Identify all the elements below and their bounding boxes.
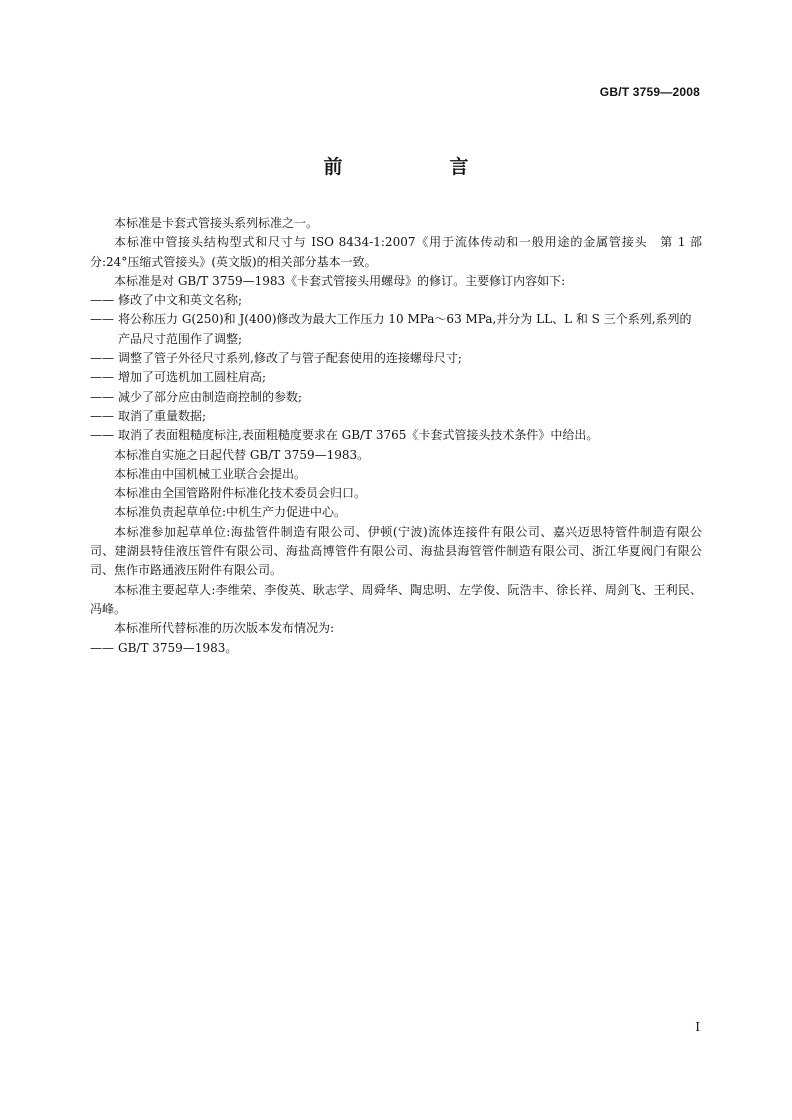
revision-text: 取消了表面粗糙度标注,表面粗糙度要求在 GB/T 3765《卡套式管接头技术条件》中给出。 — [118, 428, 599, 443]
revision-item — [90, 310, 702, 349]
standard-code: GB/T 3759—2008 — [599, 85, 700, 99]
paragraph-replacement: 本标准自实施之日起代替 GB/T 3759—1983。 — [114, 447, 370, 462]
revision-item — [90, 291, 702, 310]
revision-text: 将公称压力 G(250)和 J(400)修改为最大工作压力 10 MPa～63 MPa,并分为 LL、L 和 S 三个系列,系列的产品尺寸范围作了调整; — [118, 312, 692, 346]
revision-text: 调整了管子外径尺寸系列,修改了与管子配套使用的连接螺母尺寸; — [118, 351, 462, 366]
paragraph-revision-intro: 本标准是对 GB/T 3759—1983《卡套式管接头用螺母》的修订。主要修订内容如下: — [114, 273, 566, 288]
history-text: GB/T 3759—1983。 — [118, 640, 238, 655]
dash-marker: —— — [90, 312, 114, 327]
paragraph-participating-drafters: 本标准参加起草单位:海盐管件制造有限公司、伊顿(宁波)流体连接件有限公司、嘉兴迈思特管件制造有限公司、建湖县特佳液压管件有限公司、海盐高博管件有限公司、海盐县海管管件制造有限公司、浙江华夏阀门有限公司、焦作市路通液压附件有限公司。 — [90, 524, 702, 578]
dash-marker: —— — [90, 293, 114, 308]
dash-marker: —— — [90, 640, 114, 655]
paragraph-proposed-by: 本标准由中国机械工业联合会提出。 — [114, 466, 307, 481]
revision-item — [90, 388, 702, 407]
dash-marker: —— — [90, 351, 114, 366]
revision-text: 修改了中文和英文名称; — [118, 293, 243, 308]
dash-marker: —— — [90, 428, 114, 443]
revision-text: 减少了部分应由制造商控制的参数; — [118, 389, 303, 404]
page-number: I — [695, 1020, 700, 1034]
revision-item — [90, 407, 702, 426]
history-item — [90, 639, 702, 658]
paragraph-lead-drafter: 本标准负责起草单位:中机生产力促进中心。 — [114, 505, 347, 520]
paragraph-history-intro: 本标准所代替标准的历次版本发布情况为: — [114, 621, 335, 636]
revision-text: 增加了可选机加工圆柱肩高; — [118, 370, 267, 385]
revision-item — [90, 426, 702, 445]
paragraph-intro: 本标准是卡套式管接头系列标准之一。 — [114, 216, 319, 230]
revision-text: 取消了重量数据; — [118, 408, 207, 423]
paragraph-iso-equivalence: 本标准中管接头结构型式和尺寸与 ISO 8434-1:2007《用于流体传动和一般用途的金属管接头 第 1 部分:24°压缩式管接头》(英文版)的相关部分基本一致。 — [90, 235, 702, 269]
dash-marker: —— — [90, 370, 114, 385]
page-title: 前 言 — [323, 156, 513, 178]
revision-item — [90, 368, 702, 387]
paragraph-under-jurisdiction: 本标准由全国管路附件标准化技术委员会归口。 — [114, 486, 367, 501]
dash-marker: —— — [90, 389, 114, 404]
revision-item — [90, 349, 702, 368]
dash-marker: —— — [90, 408, 114, 423]
document-body — [90, 214, 702, 658]
paragraph-main-drafters: 本标准主要起草人:李维荣、李俊英、耿志学、周舜华、陶忠明、左学俊、阮浩丰、徐长祥、周剑飞、王利民、冯峰。 — [90, 582, 702, 616]
